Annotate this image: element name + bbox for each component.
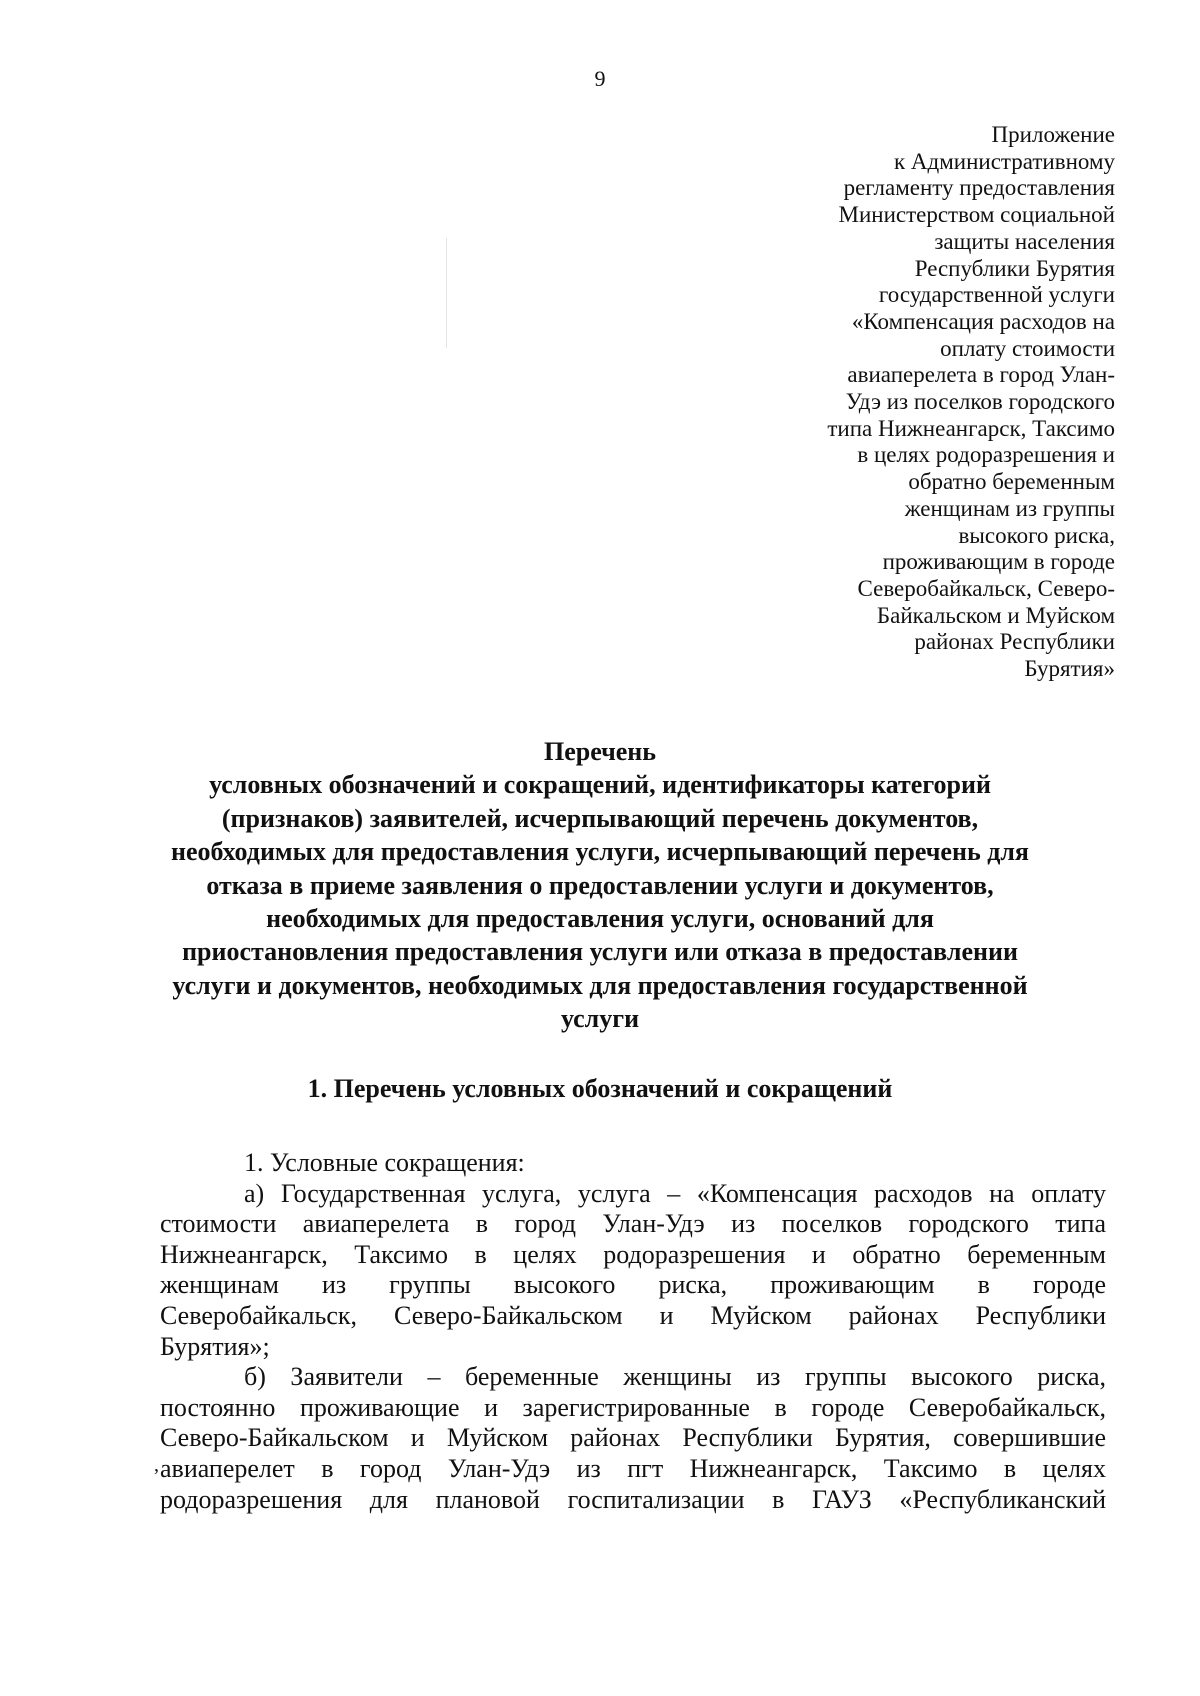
title-line: условных обозначений и сокращений, идентификаторы категорий <box>209 770 991 800</box>
paragraph-b-line: б) Заявители – беременные женщины из группы высокого риска, <box>244 1362 1106 1392</box>
appendix-line: защиты населения <box>934 228 1115 254</box>
appendix-line: обратно беременным <box>908 469 1115 495</box>
appendix-line: проживающим в городе <box>882 549 1115 575</box>
appendix-line: женщинам из группы <box>904 495 1115 521</box>
appendix-line: Байкальском и Муйском <box>876 602 1115 628</box>
title-line: Перечень <box>543 737 657 766</box>
body-text <box>160 1148 1106 1515</box>
appendix-line: типа Нижнеангарск, Таксимо <box>827 415 1115 441</box>
paragraph-a-line: Бурятия»; <box>160 1331 270 1361</box>
appendix-line: «Компенсация расходов на <box>851 308 1115 334</box>
title-line: приостановления предоставления услуги или отказа в предоставлении <box>182 937 1018 967</box>
paragraph-b-line: Северо-Байкальском и Муйском районах Республики Бурятия, совершившие <box>160 1423 1106 1453</box>
title-line: необходимых для предоставления услуги, оснований для <box>266 904 934 934</box>
paragraph-a-line: Нижнеангарск, Таксимо в целях родоразрешения и обратно беременным <box>160 1239 1106 1269</box>
stray-mark: , <box>154 1454 159 1476</box>
paragraph-a-line: женщинам из группы высокого риска, проживающим в городе <box>160 1270 1106 1300</box>
paragraph-a-line: Северобайкальск, Северо-Байкальском и Муйском районах Республики <box>160 1300 1106 1330</box>
appendix-line: авиаперелета в город Улан- <box>847 362 1115 388</box>
paragraph-b-line: постоянно проживающие и зарегистрированные в городе Северобайкальск, <box>160 1392 1106 1422</box>
faint-scan-line <box>446 238 447 348</box>
document-title <box>130 735 1070 1036</box>
paragraph-a-line: стоимости авиаперелета в город Улан-Удэ из поселков городского типа <box>160 1209 1106 1239</box>
appendix-line: Республики Бурятия <box>914 255 1115 281</box>
appendix-line: Приложение <box>991 122 1115 147</box>
title-line: отказа в приеме заявления о предоставлении услуги и документов, <box>206 870 994 900</box>
appendix-line: Северобайкальск, Северо- <box>857 575 1115 601</box>
appendix-line: оплату стоимости <box>940 335 1115 361</box>
title-line: услуги и документов, необходимых для предоставления государственной <box>172 970 1028 1000</box>
appendix-line: регламенту предоставления <box>843 175 1115 201</box>
appendix-line: районах Республики <box>914 629 1115 655</box>
appendix-block <box>755 122 1115 683</box>
title-line: (признаков) заявителей, исчерпывающий перечень документов, <box>221 803 979 833</box>
page-number: 9 <box>594 66 606 91</box>
paragraph-b-line: родоразрешения для плановой госпитализации в ГАУЗ «Республиканский <box>160 1484 1106 1514</box>
paragraph-intro: 1. Условные сокращения: <box>244 1148 525 1177</box>
appendix-line: государственной услуги <box>878 282 1115 308</box>
paragraph-a-line: а) Государственная услуга, услуга – «Компенсация расходов на оплату <box>244 1178 1106 1208</box>
appendix-line: в целях родоразрешения и <box>857 442 1115 468</box>
title-line: необходимых для предоставления услуги, исчерпывающий перечень для <box>171 837 1029 867</box>
appendix-line: Бурятия» <box>1024 656 1115 682</box>
paragraph-b-line: авиаперелет в город Улан-Удэ из пгт Нижнеангарск, Таксимо в целях <box>160 1453 1106 1483</box>
title-line: услуги <box>560 1004 640 1034</box>
section-heading: 1. Перечень условных обозначений и сокращений <box>307 1074 893 1103</box>
appendix-line: к Административному <box>893 148 1115 174</box>
appendix-line: Удэ из поселков городского <box>845 389 1115 415</box>
appendix-line: высокого риска, <box>958 522 1115 548</box>
appendix-line: Министерством социальной <box>838 202 1115 228</box>
